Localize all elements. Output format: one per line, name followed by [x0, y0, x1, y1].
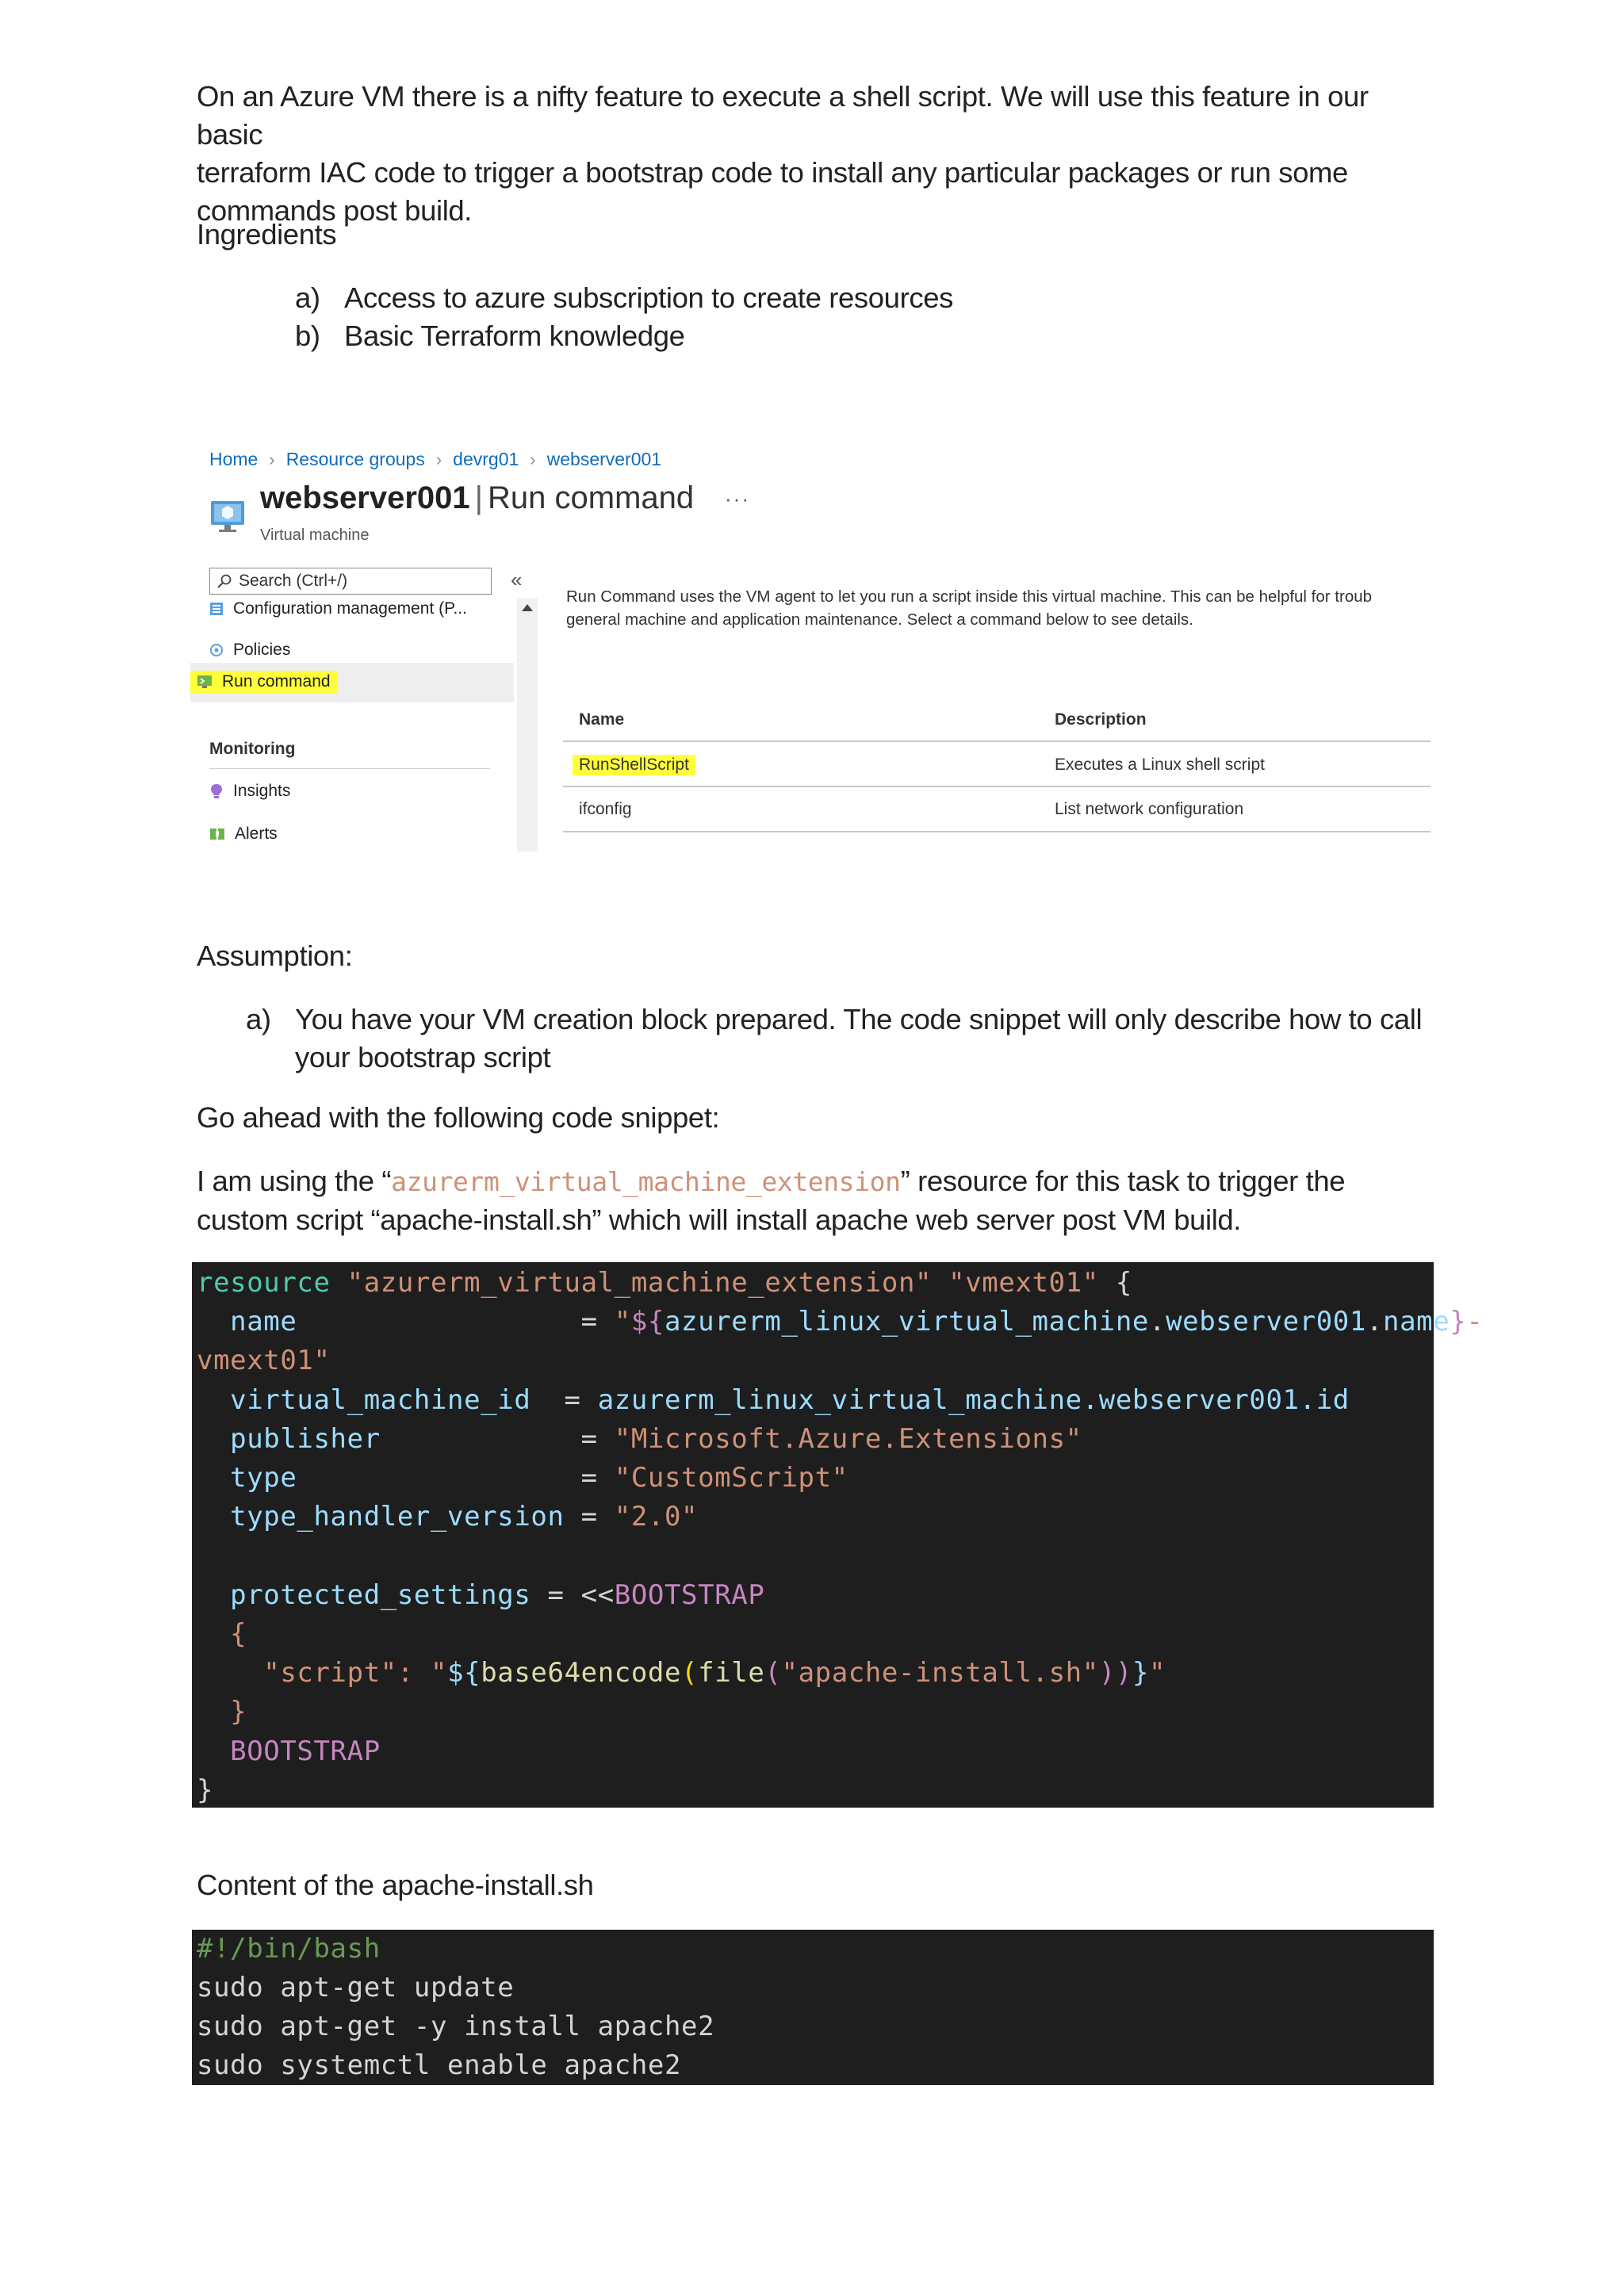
assumption-line-1: You have your VM creation block prepared. The code snippet will only describe how to call	[295, 1003, 1423, 1035]
row-divider	[563, 831, 1431, 832]
column-header-description: Description	[1055, 710, 1147, 729]
run-command-icon	[197, 675, 213, 689]
virtual-machine-icon	[209, 498, 246, 534]
assumption-line-2: your bootstrap script	[295, 1041, 551, 1073]
command-name[interactable]: RunShellScript	[573, 755, 695, 775]
using-line-2: custom script “apache-install.sh” which will install apache web server post VM build.	[197, 1203, 1242, 1236]
sidebar-item-alerts[interactable]	[209, 825, 278, 844]
code-line: virtual_machine_id = azurerm_linux_virtual_machine.webserver001.id	[230, 1384, 1350, 1416]
breadcrumb-resource-group[interactable]: devrg01	[453, 449, 519, 469]
scroll-up-icon[interactable]	[522, 604, 533, 611]
intro-line-2: terraform IAC code to trigger a bootstrap code to install any particular packages or run some	[197, 156, 1348, 189]
breadcrumb	[209, 449, 661, 470]
code-line: }	[230, 1696, 247, 1728]
vm-name: webserver001	[260, 480, 470, 515]
go-ahead-text: Go ahead with the following code snippet:	[197, 1101, 720, 1134]
description-line-2: general machine and application maintenance. Select a command below to see details.	[566, 610, 1193, 629]
blade-name: Run command	[488, 480, 695, 515]
sidebar-item-insights[interactable]	[209, 782, 290, 801]
chevron-right-icon: ›	[435, 449, 442, 469]
ingredients-heading: Ingredients	[197, 218, 337, 251]
chevron-right-icon: ›	[269, 449, 275, 469]
menu-search-input[interactable]	[209, 568, 492, 595]
resource-menu	[193, 568, 542, 853]
intro-line-1: On an Azure VM there is a nifty feature to execute a shell script. We will use this feature in our basic	[197, 80, 1369, 151]
row-divider	[563, 786, 1431, 787]
header-divider	[563, 740, 1431, 742]
code-line: resource "azurerm_virtual_machine_extension" "vmext01" {	[197, 1267, 1132, 1299]
breadcrumb-vm[interactable]: webserver001	[546, 449, 662, 469]
search-icon	[216, 573, 232, 589]
using-pre: I am using the “	[197, 1165, 392, 1197]
code-line: sudo apt-get -y install apache2	[197, 2011, 715, 2042]
ingredient-marker: b)	[295, 320, 320, 352]
intro-line-3: commands post build.	[197, 194, 473, 227]
code-line: #!/bin/bash	[197, 1933, 381, 1965]
more-options-icon[interactable]: ···	[725, 487, 750, 511]
breadcrumb-resource-groups[interactable]: Resource groups	[285, 449, 425, 469]
sidebar-item-label: Policies	[233, 641, 291, 659]
breadcrumb-home[interactable]: Home	[209, 449, 259, 469]
menu-scrollbar[interactable]	[517, 598, 538, 851]
code-line: type = "CustomScript"	[230, 1462, 848, 1494]
assumption-marker: a)	[246, 1003, 271, 1035]
azure-run-command-screenshot	[193, 441, 1431, 853]
chevron-right-icon: ›	[530, 449, 536, 469]
code-line: {	[230, 1618, 247, 1650]
page-title: webserver001 | Run command	[260, 480, 695, 515]
sidebar-item-configuration-management[interactable]	[209, 599, 467, 618]
resource-type: Virtual machine	[260, 526, 370, 544]
alerts-icon	[209, 827, 225, 841]
code-line: sudo apt-get update	[197, 1972, 515, 2003]
using-post: ” resource for this task to trigger the	[900, 1165, 1346, 1197]
bash-code-block	[192, 1930, 1434, 2085]
sidebar-item-label: Alerts	[235, 825, 278, 843]
description-line-1: Run Command uses the VM agent to let you run a script inside this virtual machine. This can be helpful for troub	[566, 587, 1373, 606]
code-line: sudo systemctl enable apache2	[197, 2049, 682, 2081]
code-line: type_handler_version = "2.0"	[230, 1501, 699, 1533]
code-line: }	[197, 1774, 214, 1806]
run-command-description	[566, 585, 1431, 631]
content-heading: Content of the apache-install.sh	[197, 1869, 594, 1901]
code-line: "script": "${base64encode(file("apache-install.sh"))}"	[263, 1657, 1166, 1689]
search-placeholder: Search (Ctrl+/)	[239, 572, 348, 590]
insights-icon	[209, 783, 224, 799]
configuration-icon	[209, 602, 224, 616]
column-header-name: Name	[579, 710, 625, 729]
sidebar-item-policies[interactable]	[209, 641, 290, 660]
terraform-code-block	[192, 1262, 1484, 1808]
section-divider	[209, 768, 490, 769]
policies-icon	[209, 643, 224, 657]
resource-type-code: azurerm_virtual_machine_extension	[391, 1166, 901, 1197]
sidebar-item-label: Insights	[233, 782, 291, 800]
code-line: protected_settings = <<BOOTSTRAP	[230, 1579, 765, 1611]
command-description: Executes a Linux shell script	[1055, 756, 1265, 774]
command-name[interactable]: ifconfig	[579, 800, 632, 818]
sidebar-item-label: Configuration management (P...	[233, 599, 467, 618]
collapse-menu-icon[interactable]: «	[511, 568, 523, 591]
sidebar-item-label: Run command	[222, 672, 331, 691]
ingredient-text: Access to azure subscription to create resources	[344, 281, 953, 314]
code-line: name = "${azurerm_linux_virtual_machine.webserver001.name}-	[230, 1306, 1484, 1337]
ingredient-text: Basic Terraform knowledge	[344, 320, 685, 352]
ingredient-marker: a)	[295, 281, 320, 314]
code-line: BOOTSTRAP	[230, 1735, 381, 1767]
assumption-heading: Assumption:	[197, 939, 353, 972]
code-line: vmext01"	[197, 1345, 331, 1376]
monitoring-section-heading: Monitoring	[209, 740, 296, 758]
code-line: publisher = "Microsoft.Azure.Extensions"	[230, 1423, 1082, 1455]
using-paragraph	[197, 1162, 1434, 1239]
sidebar-item-run-command[interactable]	[190, 671, 337, 693]
intro-paragraph	[197, 78, 1434, 230]
command-description: List network configuration	[1055, 800, 1244, 818]
